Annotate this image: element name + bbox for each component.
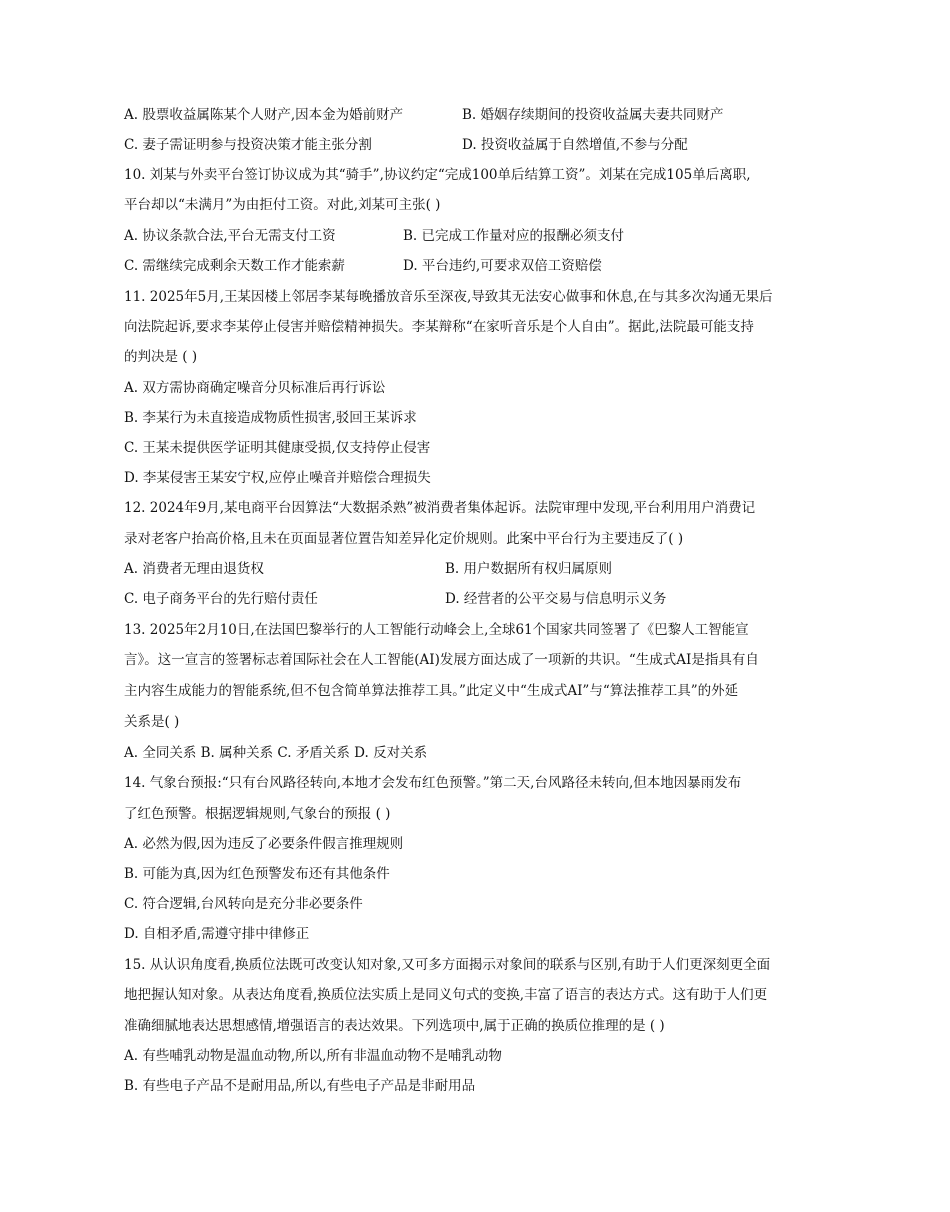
q11-option-c: C. 王某未提供医学证明其健康受损,仅支持停止侵害: [124, 440, 431, 456]
q14-option-b: B. 可能为真,因为红色预警发布还有其他条件: [124, 866, 390, 882]
q15-stem-line3: 准确细腻地表达思想感情,增强语言的表达效果。下列选项中,属于正确的换质位推理的是 ( ): [124, 1018, 665, 1034]
q14-option-a: A. 必然为假,因为违反了必要条件假言推理规则: [124, 836, 404, 852]
q13-options: A. 全同关系 B. 属种关系 C. 矛盾关系 D. 反对关系: [124, 745, 428, 761]
q11-stem-line2: 向法院起诉,要求李某停止侵害并赔偿精神损失。李某辩称“在家听音乐是个人自由”。据此,法院最可能支持: [124, 319, 754, 335]
q13-stem-line1: 13. 2025年2月10日,在法国巴黎举行的人工智能行动峰会上,全球61个国家共同签署了《巴黎人工智能宣: [124, 622, 749, 638]
q15-option-b: B. 有些电子产品不是耐用品,所以,有些电子产品是非耐用品: [124, 1078, 476, 1094]
q14-option-c: C. 符合逻辑,台风转向是充分非必要条件: [124, 896, 363, 912]
q10-option-a: A. 协议条款合法,平台无需支付工资: [124, 228, 336, 244]
q11-option-d: D. 李某侵害王某安宁权,应停止噪音并赔偿合理损失: [124, 470, 431, 486]
q15-stem-line1: 15. 从认识角度看,换质位法既可改变认知对象,又可多方面揭示对象间的联系与区别,有助于人们更深刻更全面: [124, 957, 771, 973]
q13-stem-line2: 言》。这一宣言的签署标志着国际社会在人工智能(AI)发展方面达成了一项新的共识。“生成式AI是指具有自: [124, 652, 759, 668]
q9-option-d: D. 投资收益属于自然增值,不参与分配: [462, 137, 688, 153]
q9-option-c: C. 妻子需证明参与投资决策才能主张分割: [124, 137, 372, 153]
q14-option-d: D. 自相矛盾,需遵守排中律修正: [124, 926, 310, 942]
q12-stem-line2: 录对老客户抬高价格,且未在页面显著位置告知差异化定价规则。此案中平台行为主要违反了( ): [124, 531, 684, 547]
q15-stem-line2: 地把握认知对象。从表达角度看,换质位法实质上是同义句式的变换,丰富了语言的表达方式。这有助于人们更: [124, 987, 768, 1003]
q15-option-a: A. 有些哺乳动物是温血动物,所以,所有非温血动物不是哺乳动物: [124, 1048, 502, 1064]
q12-option-b: B. 用户数据所有权归属原则: [445, 561, 613, 577]
q10-stem-line2: 平台却以“未满月”为由拒付工资。对此,刘某可主张( ): [124, 197, 441, 213]
q12-option-c: C. 电子商务平台的先行赔付责任: [124, 591, 318, 607]
q14-stem-line1: 14. 气象台预报:“只有台风路径转向,本地才会发布红色预警。”第二天,台风路径未转向,但本地因暴雨发布: [124, 775, 742, 791]
q13-stem-line3: 主内容生成能力的智能系统,但不包含简单算法推荐工具。”此定义中“生成式AI”与“算法推荐工具”的外延: [124, 683, 739, 699]
q11-option-b: B. 李某行为未直接造成物质性损害,驳回王某诉求: [124, 410, 417, 426]
q11-stem-line1: 11. 2025年5月,王某因楼上邻居李某每晚播放音乐至深夜,导致其无法安心做事和休息,在与其多次沟通无果后: [124, 289, 773, 305]
q10-option-c: C. 需继续完成剩余天数工作才能索薪: [124, 258, 345, 274]
q9-option-a: A. 股票收益属陈某个人财产,因本金为婚前财产: [124, 107, 404, 123]
q10-stem-line1: 10. 刘某与外卖平台签订协议成为其“骑手”,协议约定“完成100单后结算工资”。刘某在完成105单后离职,: [124, 167, 751, 183]
q12-option-d: D. 经营者的公平交易与信息明示义务: [445, 591, 667, 607]
q13-stem-line4: 关系是( ): [124, 714, 180, 730]
q12-option-a: A. 消费者无理由退货权: [124, 561, 264, 577]
q11-stem-line3: 的判决是 ( ): [124, 349, 198, 365]
q12-stem-line1: 12. 2024年9月,某电商平台因算法“大数据杀熟”被消费者集体起诉。法院审理中发现,平台利用用户消费记: [124, 500, 756, 516]
q10-option-d: D. 平台违约,可要求双倍工资赔偿: [403, 258, 602, 274]
q14-stem-line2: 了红色预警。根据逻辑规则,气象台的预报 ( ): [124, 806, 391, 822]
q10-option-b: B. 已完成工作量对应的报酬必须支付: [403, 228, 625, 244]
q9-option-b: B. 婚姻存续期间的投资收益属夫妻共同财产: [462, 107, 724, 123]
q11-option-a: A. 双方需协商确定噪音分贝标准后再行诉讼: [124, 380, 386, 396]
